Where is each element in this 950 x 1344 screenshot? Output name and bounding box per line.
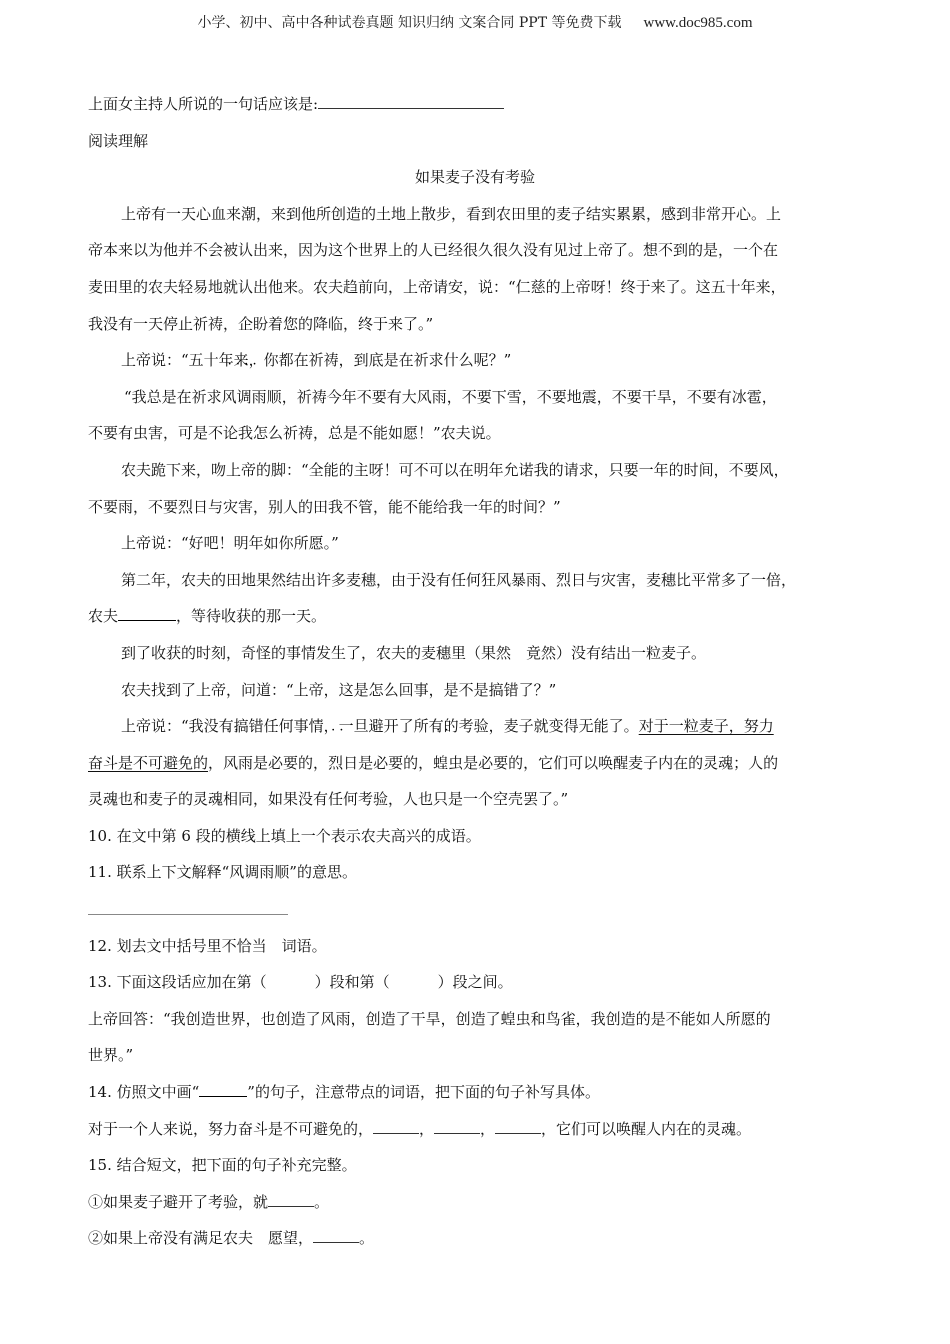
question-13-quote-line-2: 世界。” xyxy=(88,1046,134,1065)
header-text: 小学、初中、高中各种试卷真题 知识归纳 文案合同 PPT 等免费下载 xyxy=(197,15,622,31)
paragraph-1-line-3: 麦田里的农夫轻易地就认出他来。农夫趋前向，上帝请安，说：“仁慈的上帝呀！终于来了。这五十年来， xyxy=(88,277,786,296)
passage-title: 如果麦子没有考验 xyxy=(414,168,535,187)
paragraph-6-text-a: 农夫 xyxy=(88,607,119,626)
question-13-text-b: ）段和第（ xyxy=(314,973,390,992)
page-header xyxy=(0,12,950,32)
text-is-necessary-2: 是必要的， xyxy=(358,753,434,772)
dotted-word-lieri: · · 烈日 xyxy=(328,745,358,782)
paragraph-1-line-1: 上帝有一天心血来潮，来到他所创造的土地上散步，看到农田里的麦子结实累累，感到非常开心。上 xyxy=(121,204,782,223)
answer-blank-idiom[interactable] xyxy=(118,602,176,621)
paragraph-3-line-2: 不要有虫害，可是不论我怎么祈祷，总是不能如愿！”农夫说。 xyxy=(88,424,501,443)
section-heading: 阅读理解 xyxy=(88,131,149,150)
underlined-sentence-part-2: 奋斗是不可避免的 xyxy=(88,753,209,772)
question-11: 11. 联系上下文解释“风调雨顺”的意思。 xyxy=(88,863,357,882)
paragraph-4-line-2: 不要雨，不要烈日与灾害，别人的田我不管，能不能给我一年的时间？” xyxy=(88,497,561,516)
paragraph-3-text-a: “我总是在祈求 xyxy=(124,387,222,406)
header-url[interactable]: www.doc985.com xyxy=(643,15,753,31)
question-15: 15. 结合短文，把下面的句子补充完整。 xyxy=(88,1156,357,1175)
text-is-necessary-1: 是必要的， xyxy=(253,753,329,772)
answer-blank-15-1[interactable] xyxy=(268,1188,314,1207)
question-13-text-a: 13. 下面这段话应加在第（ xyxy=(88,973,267,992)
paragraph-5: 上帝说：“好吧！明年如你所愿。” xyxy=(121,534,339,553)
comma: ， xyxy=(208,753,224,772)
answer-blank-14-1[interactable] xyxy=(373,1115,419,1134)
paragraph-6-line-2 xyxy=(88,598,862,635)
paragraph-9-line-1 xyxy=(88,708,862,745)
paragraph-4-line-1: 农夫跪下来，吻上帝的脚：“全能的主呀！可不可以在明年允诺我的请求，只要一年的时间，不要风， xyxy=(121,460,789,479)
document-body xyxy=(88,86,862,1257)
question-14-sentence-a: 对于一个人来说，努力奋斗是不可避免的， xyxy=(88,1119,374,1138)
paragraph-9-text-g: 是必要的，它们可以唤醒麦子内在的灵魂；人的 xyxy=(463,753,779,772)
answer-blank-14-2[interactable] xyxy=(434,1115,480,1134)
question-15-1-text: ①如果麦子避开了考验，就 xyxy=(88,1192,269,1211)
question-15-2-text: ②如果上帝没有满足农夫 愿望， xyxy=(88,1229,314,1248)
question-13-text-c: ）段之间。 xyxy=(437,973,513,992)
question-14-text-b: ”的句子，注意带点的词语，把下面的句子补写具体。 xyxy=(247,1083,600,1102)
question-14 xyxy=(88,1074,862,1111)
question-15-item-2 xyxy=(88,1220,862,1257)
dotted-word-fengtiaoyushun: · · · · 风调雨顺 xyxy=(222,379,282,416)
answer-line-q11[interactable] xyxy=(88,891,862,928)
paragraph-9-text-a: 上帝说：“我没有搞错任何事情，一旦避开了所有的考验，麦子就变得无能了。 xyxy=(121,717,639,736)
question-14-text-a: 14. 仿照文中画“ xyxy=(88,1083,200,1102)
question-13 xyxy=(88,964,862,1001)
separator-1: ， xyxy=(419,1119,435,1138)
paragraph-2: 上帝说：“五十年来，你都在祈祷，到底是在祈求什么呢？” xyxy=(121,351,512,370)
question-14-sentence-end: ，它们可以唤醒人内在的灵魂。 xyxy=(541,1119,752,1138)
dotted-word-huangchong: · · 蝗虫 xyxy=(433,745,463,782)
question-10: 10. 在文中第 6 段的横线上填上一个表示农夫高兴的成语。 xyxy=(88,826,481,845)
answer-blank-15-2[interactable] xyxy=(313,1224,359,1243)
question-15-2-end: 。 xyxy=(359,1229,375,1248)
question-host-line xyxy=(88,86,862,123)
paragraph-3-text-b: ，祈祷今年不要有大风雨，不要下雪，不要地震，不要干旱，不要有冰雹， xyxy=(281,387,777,406)
paragraph-9-line-3: 灵魂也和麦子的灵魂相同，如果没有任何考验，人也只是一个空壳罢了。” xyxy=(88,790,569,809)
paragraph-6-text-b: ，等待收获的那一天。 xyxy=(176,607,327,626)
answer-blank-14-3[interactable] xyxy=(495,1115,541,1134)
paragraph-9-line-2 xyxy=(88,745,862,782)
paragraph-6-line-1: 第二年，农夫的田地果然结出许多麦穗，由于没有任何狂风暴雨、烈日与灾害，麦穗比平常多了一倍， xyxy=(121,570,797,589)
question-15-item-1 xyxy=(88,1184,862,1221)
underline-sample xyxy=(199,1078,247,1097)
question-host-text: 上面女主持人所说的一句话应该是: xyxy=(88,95,319,113)
question-14-sentence xyxy=(88,1111,862,1148)
paragraph-1-line-2: 帝本来以为他并不会被认出来，因为这个世界上的人已经很久很久没有见过上帝了。想不到的是，一个在 xyxy=(88,241,779,260)
question-15-1-end: 。 xyxy=(314,1192,330,1211)
separator-2: ， xyxy=(480,1119,496,1138)
underlined-sentence-part-1: 对于一粒麦子，努力 xyxy=(638,717,774,736)
answer-blank-host[interactable] xyxy=(318,90,504,109)
paragraph-3-line-1 xyxy=(88,379,862,416)
paragraph-1-line-4: 我没有一天停止祈祷，企盼着您的降临，终于来了。” xyxy=(88,314,434,333)
dotted-word-fengyu: · · 风雨 xyxy=(223,745,253,782)
question-13-quote-line-1: 上帝回答：“我创造世界，也创造了风雨，创造了干旱，创造了蝗虫和鸟雀，我创造的是不能如人所愿的 xyxy=(88,1009,771,1028)
paragraph-8: 农夫找到了上帝，问道：“上帝，这是怎么回事，是不是搞错了？” xyxy=(121,680,557,699)
question-12: 12. 划去文中括号里不恰当 词语。 xyxy=(88,936,327,955)
paragraph-7: 到了收获的时刻，奇怪的事情发生了，农夫的麦穗里（果然 竟然）没有结出一粒麦子。 xyxy=(121,643,707,662)
